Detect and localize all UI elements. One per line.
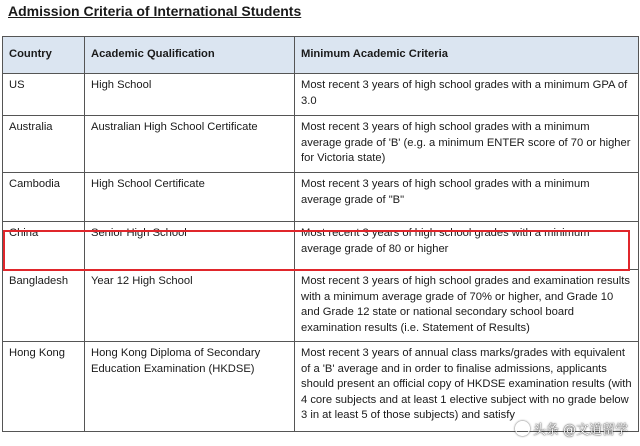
cell-country: Australia: [3, 116, 85, 173]
cell-country: Cambodia: [3, 173, 85, 222]
table-row: [3, 74, 639, 116]
page-title: Admission Criteria of International Students: [8, 3, 302, 19]
cell-criteria: Most recent 3 years of high school grades with a minimum GPA of 3.0: [295, 74, 639, 116]
table-header-row: [3, 37, 639, 74]
admission-criteria-table: [2, 36, 639, 432]
table-row: [3, 342, 639, 432]
camera-circle-icon: [515, 421, 530, 436]
cell-qualification: Australian High School Certificate: [85, 116, 295, 173]
table-row: [3, 116, 639, 173]
cell-qualification: High School Certificate: [85, 173, 295, 222]
cell-qualification: Hong Kong Diploma of Secondary Education Examination (HKDSE): [85, 342, 295, 432]
cell-country: China: [3, 222, 85, 270]
cell-criteria: Most recent 3 years of high school grades with a minimum average grade of "B": [295, 173, 639, 222]
table-row: [3, 173, 639, 222]
cell-qualification: Year 12 High School: [85, 270, 295, 342]
cell-criteria: Most recent 3 years of high school grades and examination results with a minimum average grade of 70% or higher, and Grade 10 and Grade 12 state or national secondary school board examination results (i.e. Statement of Results): [295, 270, 639, 342]
cell-country: US: [3, 74, 85, 116]
table-row: [3, 270, 639, 342]
header-academic-qualification: Academic Qualification: [85, 37, 295, 74]
cell-country: Hong Kong: [3, 342, 85, 432]
cell-criteria: Most recent 3 years of high school grades with a minimum average grade of 'B' (e.g. a minimum ENTER score of 70 or higher for Victoria state): [295, 116, 639, 173]
header-country: Country: [3, 37, 85, 74]
cell-qualification: High School: [85, 74, 295, 116]
watermark-text: 头条 @文道留学: [532, 423, 628, 438]
cell-criteria: Most recent 3 years of annual class marks/grades with equivalent of a 'B' average and in order to finalise admissions, applicants should present an official copy of HKDSE examination results (with 4 core subjects and at least 1 elective subject with no grade below 3 in at least 5 of those subjects) and satisfy: [295, 342, 639, 432]
watermark: [515, 419, 628, 438]
header-minimum-academic-criteria: Minimum Academic Criteria: [295, 37, 639, 74]
table-row-highlighted: [3, 222, 639, 270]
cell-country: Bangladesh: [3, 270, 85, 342]
cell-qualification: Senior High School: [85, 222, 295, 270]
cell-criteria: Most recent 3 years of high school grades with a minimum average grade of 80 or higher: [295, 222, 639, 270]
